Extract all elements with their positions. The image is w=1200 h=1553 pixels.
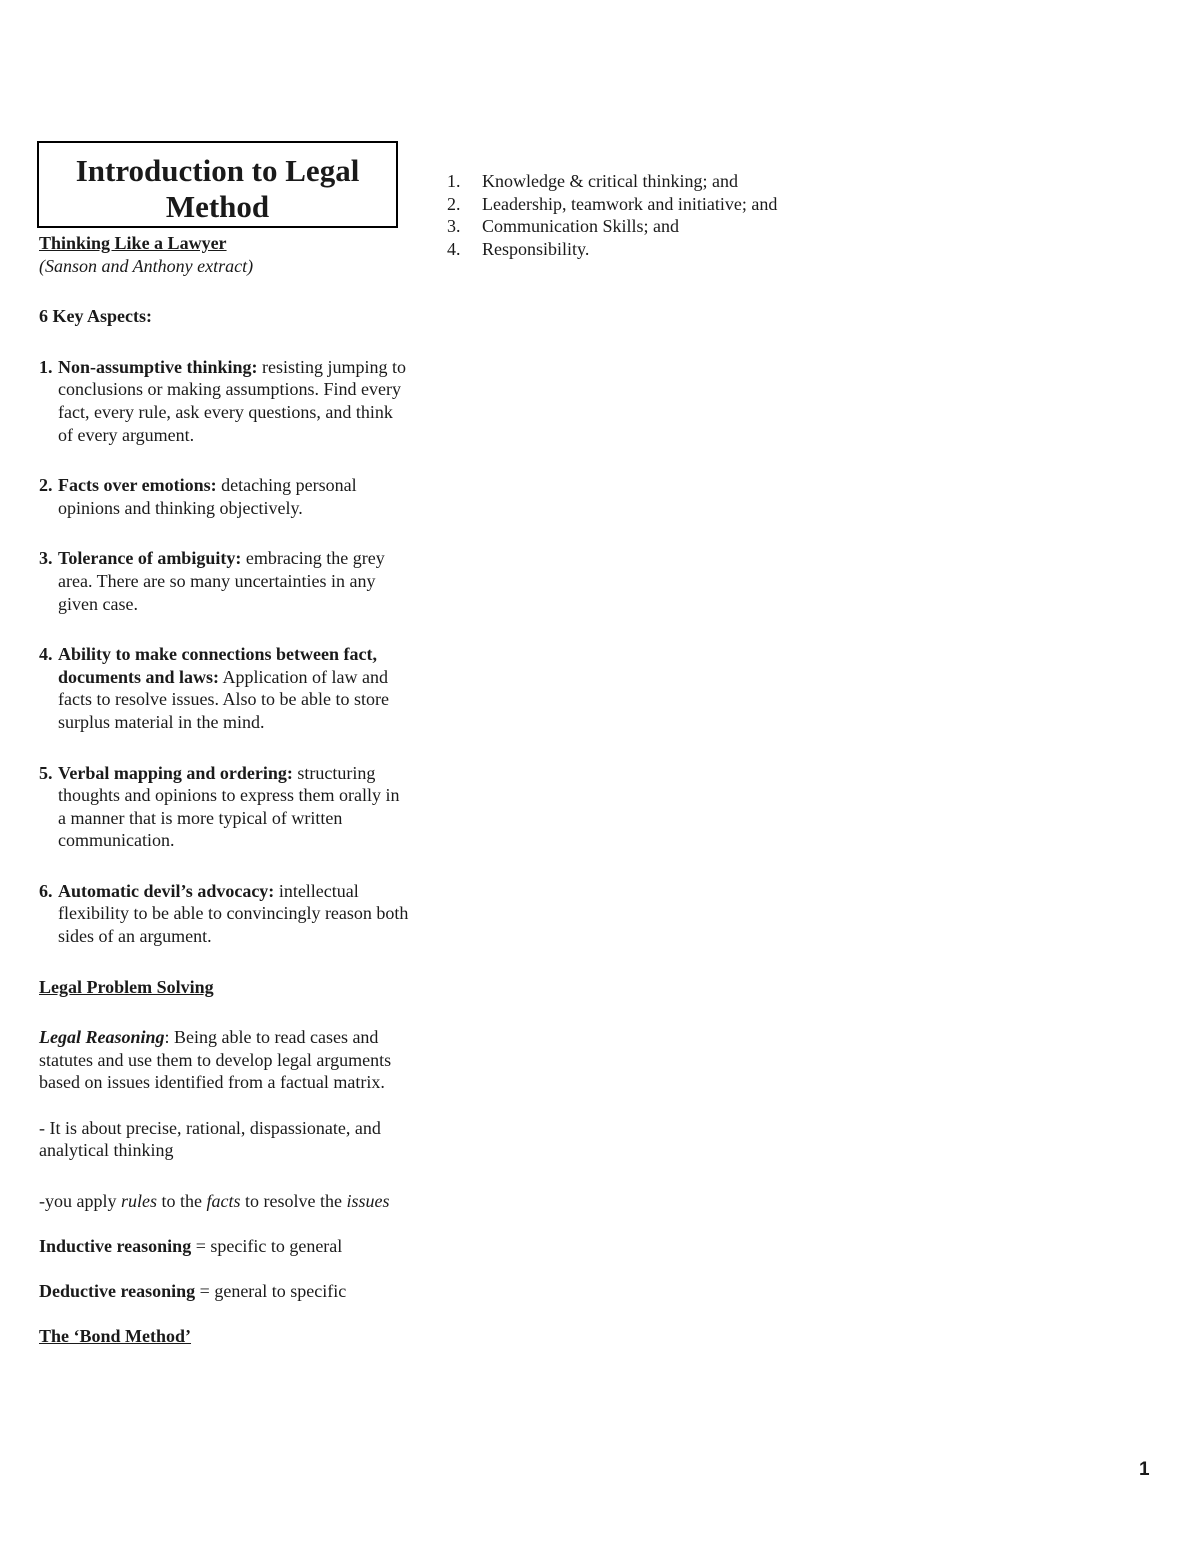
list-item bbox=[447, 193, 787, 216]
aspect-number: 2. bbox=[39, 475, 53, 496]
list-number: 2. bbox=[447, 193, 461, 214]
list-item bbox=[447, 170, 787, 193]
aspect-number: 4. bbox=[39, 644, 53, 665]
left-column bbox=[39, 232, 409, 1348]
aspect-item bbox=[39, 762, 409, 852]
inductive-term: Inductive reasoning bbox=[39, 1236, 192, 1256]
aspect-item bbox=[39, 880, 409, 948]
aspect-text: Application of law and facts to resolve issues. Also to be able to store surplus material in the mind. bbox=[58, 666, 389, 732]
thinking-heading: Thinking Like a Lawyer bbox=[39, 233, 227, 253]
aspect-item bbox=[39, 356, 409, 446]
aspect-term: Tolerance of ambiguity: bbox=[58, 548, 242, 569]
aspect-term: Non-assumptive thinking: bbox=[58, 356, 258, 377]
aspect-term: Automatic devil’s advocacy: bbox=[58, 880, 275, 901]
aspect-item bbox=[39, 643, 409, 733]
page-title: Introduction to Legal Method bbox=[37, 141, 398, 228]
legal-reasoning-text: : Being able to read cases and statutes and use them to develop legal arguments based on issues identified from a factual matrix. bbox=[39, 1027, 392, 1093]
apply-paragraph: -you apply rules to the facts to resolve the issues bbox=[39, 1190, 390, 1211]
deductive-paragraph bbox=[39, 1280, 409, 1303]
problem-solving-heading: Legal Problem Solving bbox=[39, 976, 214, 997]
aspect-number: 5. bbox=[39, 762, 53, 783]
aspect-number: 3. bbox=[39, 548, 53, 569]
legal-reasoning-term: Legal Reasoning bbox=[39, 1027, 165, 1048]
deductive-text: = general to specific bbox=[195, 1281, 347, 1302]
page-number: 1 bbox=[1139, 1459, 1150, 1480]
list-text: Responsibility. bbox=[482, 238, 590, 259]
list-number: 3. bbox=[447, 216, 461, 237]
legal-reasoning-paragraph bbox=[39, 1026, 409, 1094]
list-text: Communication Skills; and bbox=[482, 216, 679, 237]
inductive-text: = specific to general bbox=[191, 1236, 343, 1256]
list-number: 4. bbox=[447, 238, 461, 259]
aspect-text: resisting jumping to conclusions or making assumptions. Find every fact, every rule, ask every questions, and think of every argument. bbox=[58, 356, 407, 445]
list-item bbox=[447, 215, 787, 238]
aspect-text: intellectual flexibility to be able to convincingly reason both sides of an argument. bbox=[58, 880, 409, 947]
aspects-heading: 6 Key Aspects: bbox=[39, 306, 152, 327]
aspect-text: embracing the grey area. There are so many uncertainties in any given case. bbox=[58, 548, 385, 614]
list-text: Knowledge & critical thinking; and bbox=[482, 171, 738, 191]
aspect-text: detaching personal opinions and thinking objectively. bbox=[58, 475, 357, 518]
list-number: 1. bbox=[447, 171, 461, 191]
aspect-item bbox=[39, 474, 409, 519]
aspect-term: Verbal mapping and ordering: bbox=[58, 762, 293, 783]
deductive-term: Deductive reasoning bbox=[39, 1281, 196, 1302]
list-item bbox=[447, 238, 787, 261]
list-text: Leadership, teamwork and initiative; and bbox=[482, 193, 778, 214]
aspect-number: 6. bbox=[39, 880, 53, 901]
aspect-item bbox=[39, 547, 409, 615]
bond-heading: The ‘Bond Method’ bbox=[39, 1326, 192, 1347]
aspect-text: structuring thoughts and opinions to express them orally in a manner that is more typical of written communication. bbox=[58, 762, 400, 851]
right-column bbox=[447, 170, 787, 260]
aspect-number: 1. bbox=[39, 356, 53, 377]
inductive-paragraph bbox=[39, 1235, 409, 1258]
precise-paragraph: - It is about precise, rational, dispassionate, and analytical thinking bbox=[39, 1117, 381, 1161]
aspect-term: Ability to make connections between fact, documents and laws: bbox=[58, 644, 377, 687]
aspect-term: Facts over emotions: bbox=[58, 475, 217, 496]
thinking-source: (Sanson and Anthony extract) bbox=[39, 255, 254, 276]
